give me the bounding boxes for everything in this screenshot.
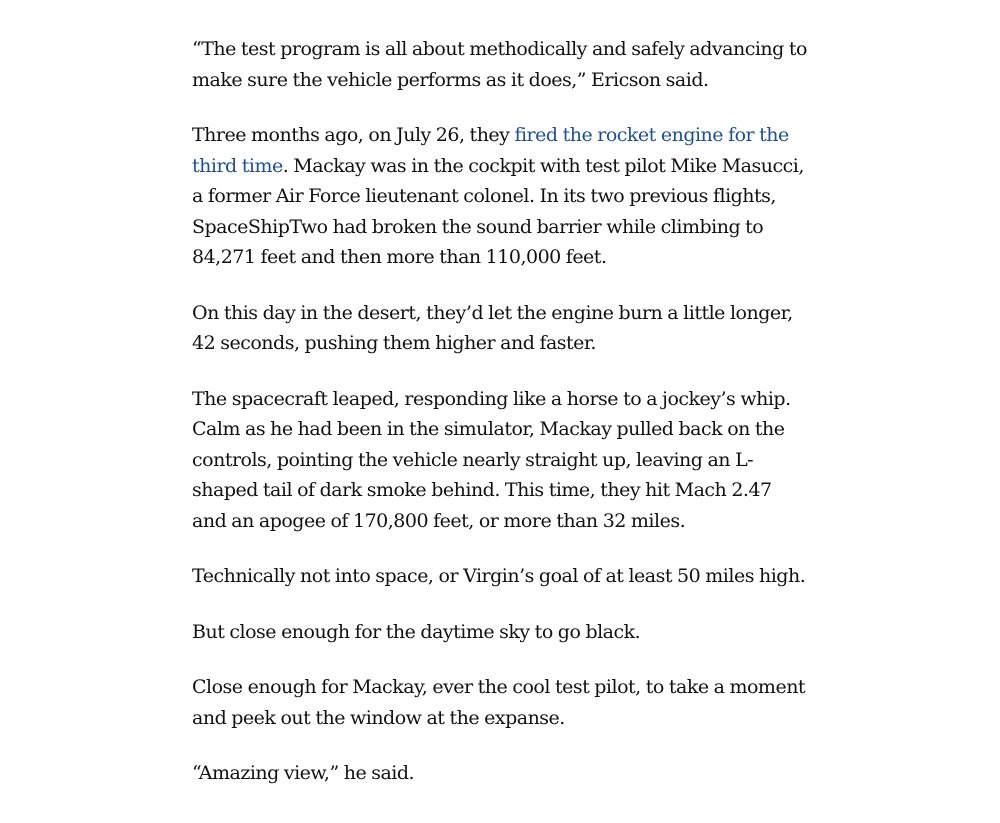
paragraph-window-expanse: Close enough for Mackay, ever the cool test pilot, to take a moment and peek out the window at the expanse.: [192, 676, 806, 729]
paragraph-sky-black: But close enough for the daytime sky to go black.: [192, 620, 641, 643]
paragraph-engine-burn: On this day in the desert, they’d let the engine burn a little longer, 42 seconds, pushing them higher and faster.: [192, 301, 793, 354]
article-body: [192, 34, 807, 814]
paragraph-july-flight-intro: Three months ago, on July 26, they: [192, 124, 515, 146]
paragraph-not-into-space: Technically not into space, or Virgin’s goal of at least 50 miles high.: [192, 565, 806, 587]
rocket-engine-third-time-link[interactable]: fired the rocket engine for the third time: [192, 124, 789, 177]
paragraph-amazing-view: “Amazing view,” he said.: [192, 762, 415, 784]
paragraph-ericson-quote: “The test program is all about methodically and safely advancing to make sure the vehicle performs as it does,” Ericson said.: [192, 38, 807, 91]
paragraph-spacecraft-leaped: The spacecraft leaped, responding like a horse to a jockey’s whip. Calm as he had been in the simulator, Mackay pulled back on the controls, pointing the vehicle nearly straight up, leaving an L-shaped tail of dark smoke behind. This time, they hit Mach 2.47 and an apogee of 170,800 feet, or more than 32 miles.: [192, 387, 791, 532]
paragraph-july-flight: [192, 120, 807, 273]
paragraph-july-flight-rest: . Mackay was in the cockpit with test pilot Mike Masucci, a former Air Force lieutenant colonel. In its two previous flights, SpaceShipTwo had broken the sound barrier while climbing to 84,271 feet and then more than 110,000 feet.: [192, 154, 804, 268]
